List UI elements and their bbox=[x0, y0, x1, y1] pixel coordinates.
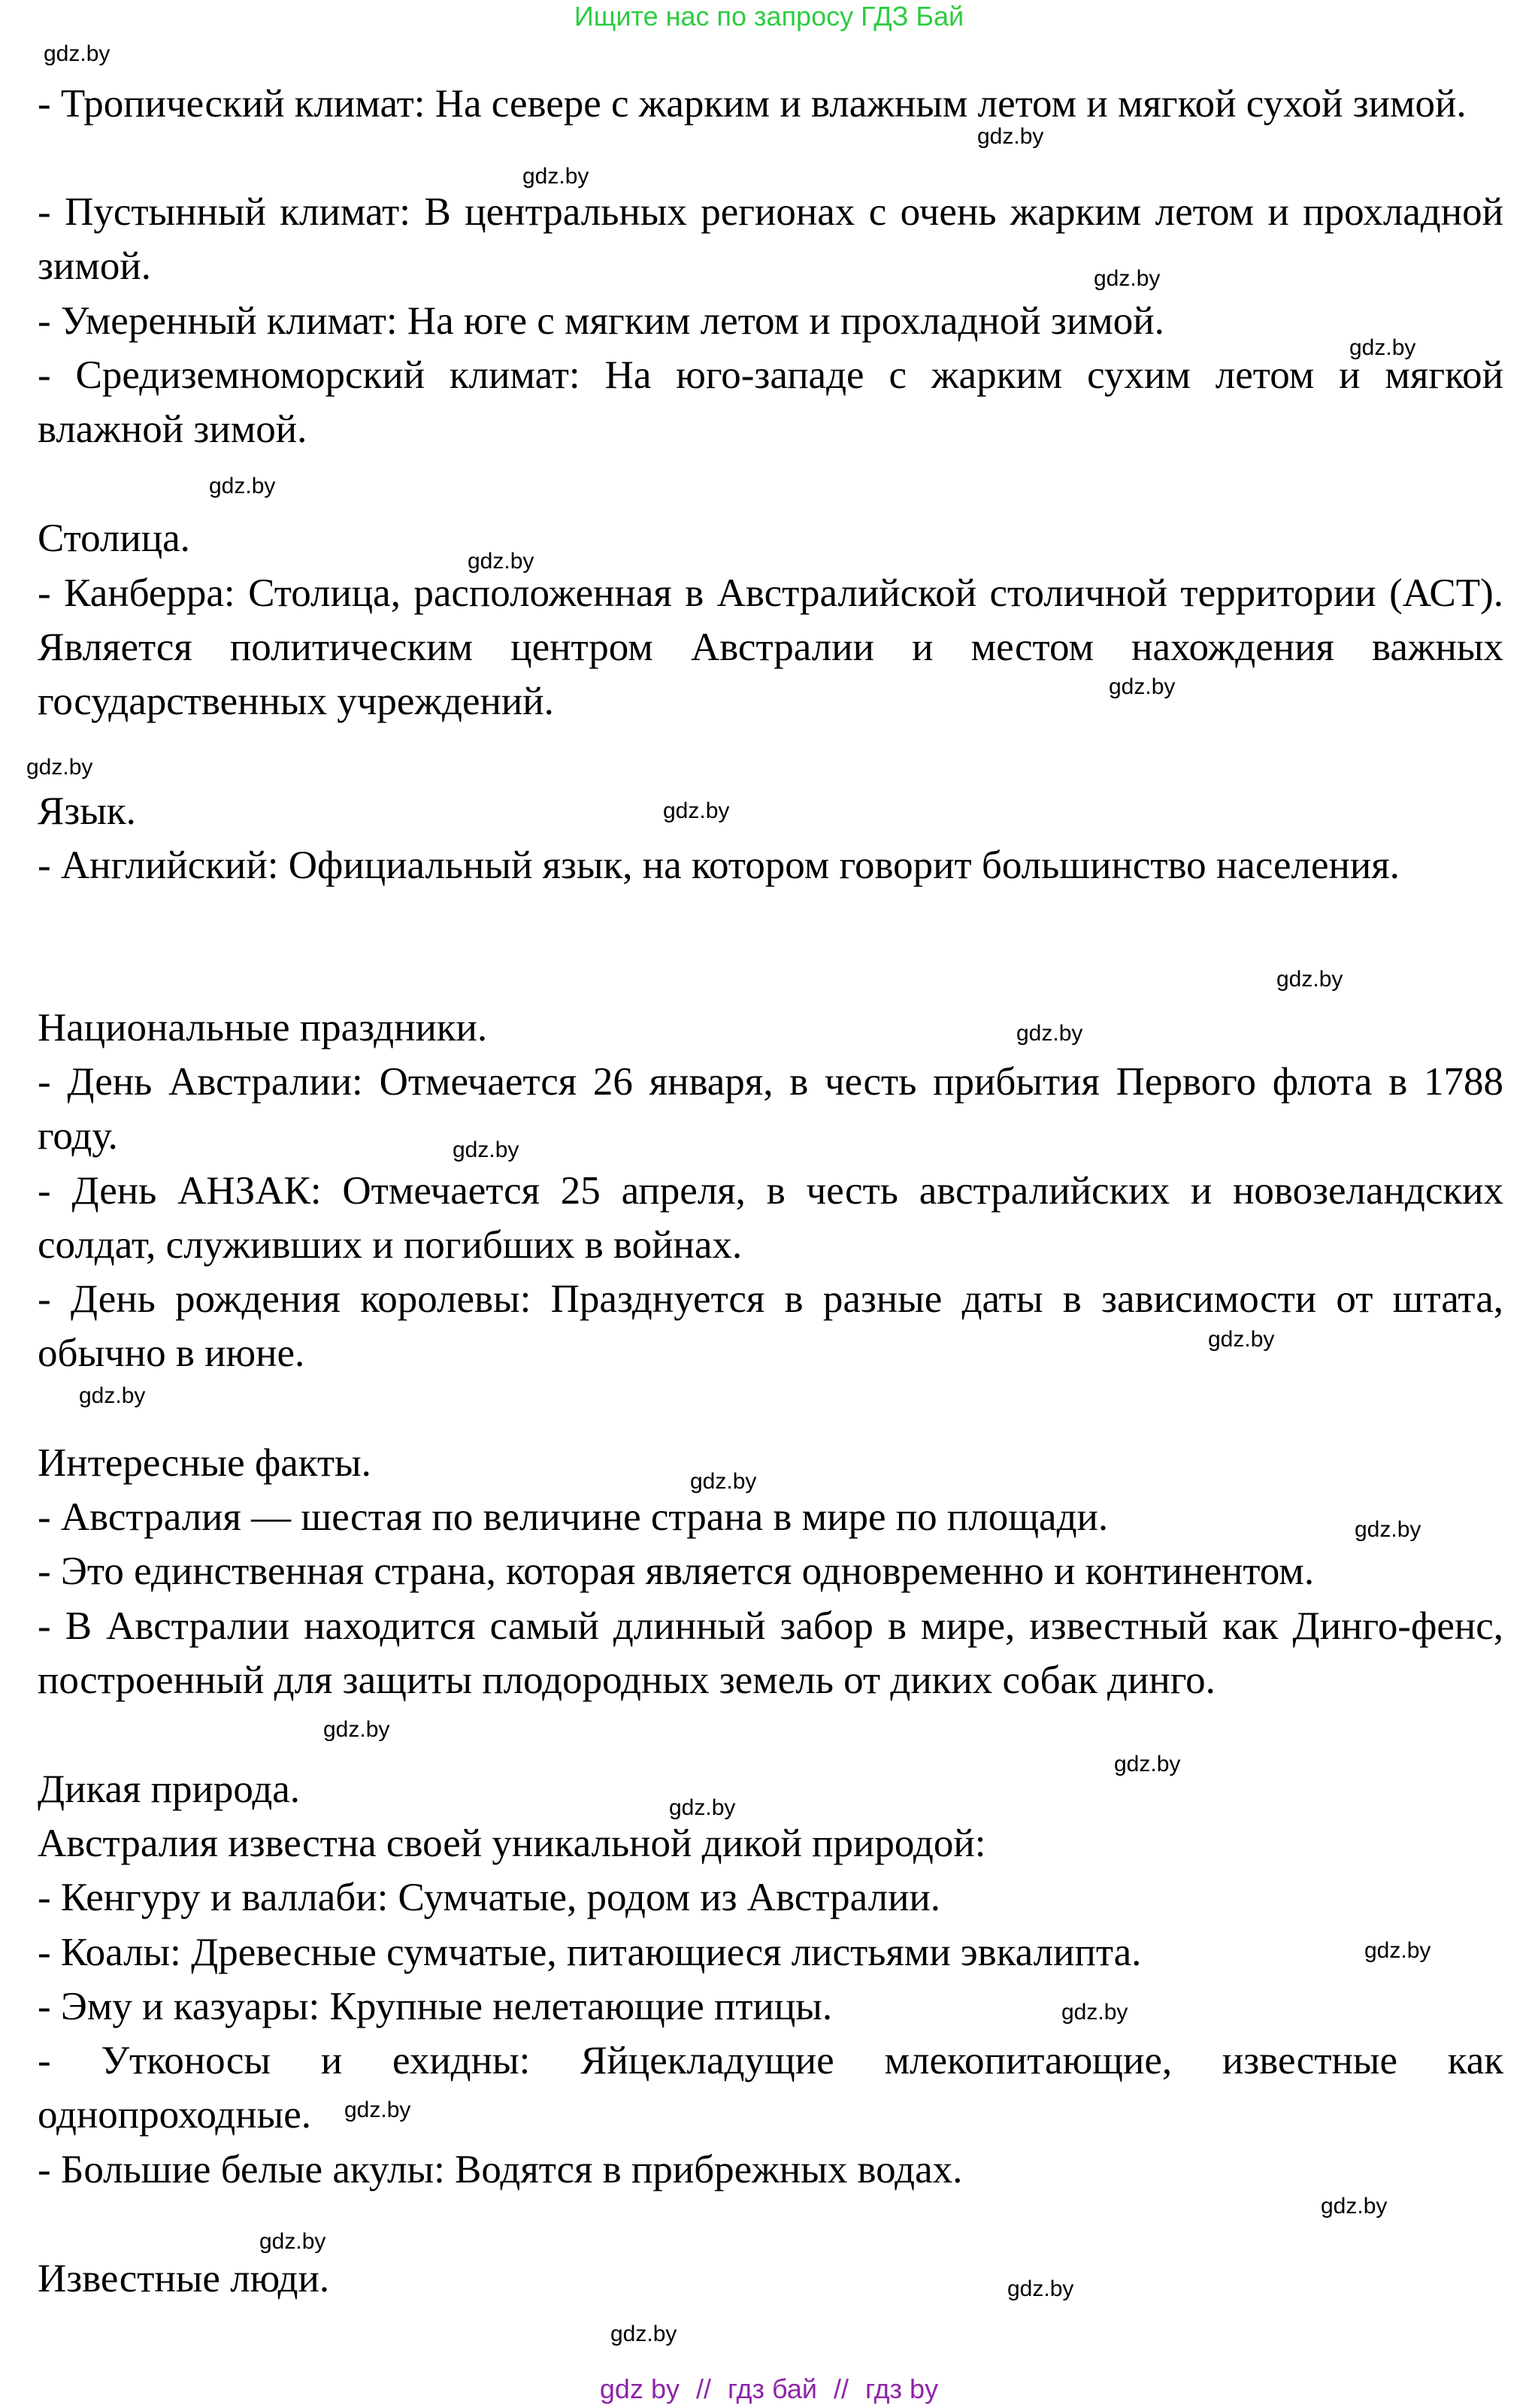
climate-desert: - Пустынный климат: В центральных регионах с очень жарким летом и прохладной зимой. bbox=[38, 190, 1503, 288]
holiday-item: - День Австралии: Отмечается 26 января, в честь прибытия Первого флота в 1788 году. bbox=[38, 1060, 1503, 1158]
holiday-item: - День АНЗАК: Отмечается 25 апреля, в честь австралийских и новозеландских солдат, служивших и погибших в войнах. bbox=[38, 1169, 1503, 1267]
watermark: gdz.by bbox=[209, 474, 276, 498]
fact-item: - Австралия — шестая по величине страна в мире по площади. bbox=[38, 1495, 1109, 1539]
watermark: gdz.by bbox=[1061, 2000, 1128, 2025]
watermark: gdz.by bbox=[1321, 2194, 1388, 2219]
watermark: gdz.by bbox=[1208, 1327, 1275, 1352]
footer-separator: // bbox=[834, 2373, 849, 2404]
watermark: gdz.by bbox=[44, 41, 111, 66]
footer-link-gdz-by-cyr[interactable]: гдз by bbox=[865, 2373, 939, 2404]
wildlife-intro: Австралия известна своей уникальной дикой природой: bbox=[38, 1822, 986, 1865]
watermark: gdz.by bbox=[690, 1469, 757, 1494]
watermark: gdz.by bbox=[468, 549, 534, 574]
watermark: gdz.by bbox=[669, 1795, 736, 1820]
language-heading: Язык. bbox=[38, 789, 136, 833]
wildlife-item: - Эму и казуары: Крупные нелетающие птицы. bbox=[38, 1985, 833, 2028]
watermark: gdz.by bbox=[323, 1717, 390, 1742]
watermark: gdz.by bbox=[977, 124, 1044, 149]
footer-link-gdz-bai[interactable]: гдз бай bbox=[728, 2373, 817, 2404]
watermark: gdz.by bbox=[344, 2098, 411, 2122]
watermark: gdz.by bbox=[1276, 967, 1343, 992]
fact-item: - В Австралии находится самый длинный забор в мире, известный как Динго-фенс, построенный для защиты плодородных земель от диких собак динго. bbox=[38, 1604, 1503, 1702]
capital-text: - Канберра: Столица, расположенная в Австралийской столичной территории (АСТ). Является политическим центром Австралии и местом нахождения важных государственных учреждений. bbox=[38, 571, 1503, 723]
watermark: gdz.by bbox=[453, 1137, 519, 1162]
watermark: gdz.by bbox=[259, 2229, 326, 2254]
footer-link-gdz-by[interactable]: gdz by bbox=[599, 2373, 680, 2404]
watermark: gdz.by bbox=[1094, 266, 1161, 291]
watermark: gdz.by bbox=[1349, 335, 1416, 360]
holiday-item: - День рождения королевы: Празднуется в разные даты в зависимости от штата, обычно в июне. bbox=[38, 1277, 1503, 1375]
watermark: gdz.by bbox=[610, 2322, 677, 2346]
wildlife-item: - Утконосы и ехидны: Яйцекладущие млекопитающие, известные как однопроходные. bbox=[38, 2039, 1503, 2137]
watermark: gdz.by bbox=[79, 1383, 146, 1408]
facts-heading: Интересные факты. bbox=[38, 1441, 371, 1485]
watermark: gdz.by bbox=[1355, 1517, 1421, 1542]
watermark: gdz.by bbox=[522, 164, 589, 189]
watermark: gdz.by bbox=[1109, 674, 1176, 699]
language-text: - Английский: Официальный язык, на котором говорит большинство населения. bbox=[38, 844, 1400, 887]
watermark: gdz.by bbox=[1364, 1938, 1431, 1963]
climate-temperate: - Умеренный климат: На юге с мягким летом и прохладной зимой. bbox=[38, 299, 1164, 343]
watermark: gdz.by bbox=[663, 798, 730, 823]
holidays-heading: Национальные праздники. bbox=[38, 1006, 488, 1050]
wildlife-item: - Коалы: Древесные сумчатые, питающиеся листьями эвкалипта. bbox=[38, 1931, 1142, 1974]
watermark: gdz.by bbox=[1114, 1752, 1181, 1776]
wildlife-item: - Большие белые акулы: Водятся в прибрежных водах. bbox=[38, 2148, 963, 2191]
header-search-text[interactable]: Ищите нас по запросу ГДЗ Бай bbox=[574, 1, 964, 32]
wildlife-item: - Кенгуру и валлаби: Сумчатые, родом из Австралии. bbox=[38, 1876, 941, 1919]
footer-links bbox=[0, 2373, 1538, 2406]
people-heading: Известные люди. bbox=[38, 2257, 330, 2300]
footer-separator: // bbox=[696, 2373, 712, 2404]
capital-heading: Столица. bbox=[38, 516, 190, 560]
climate-tropical: - Тропический климат: На севере с жарким и влажным летом и мягкой сухой зимой. bbox=[38, 82, 1467, 126]
watermark: gdz.by bbox=[1016, 1021, 1083, 1046]
watermark: gdz.by bbox=[1007, 2276, 1074, 2301]
watermark: gdz.by bbox=[26, 755, 93, 780]
wildlife-heading: Дикая природа. bbox=[38, 1767, 301, 1811]
climate-mediterranean: - Средиземноморский климат: На юго-западе с жарким сухим летом и мягкой влажной зимой. bbox=[38, 353, 1503, 451]
fact-item: - Это единственная страна, которая является одновременно и континентом. bbox=[38, 1549, 1315, 1593]
